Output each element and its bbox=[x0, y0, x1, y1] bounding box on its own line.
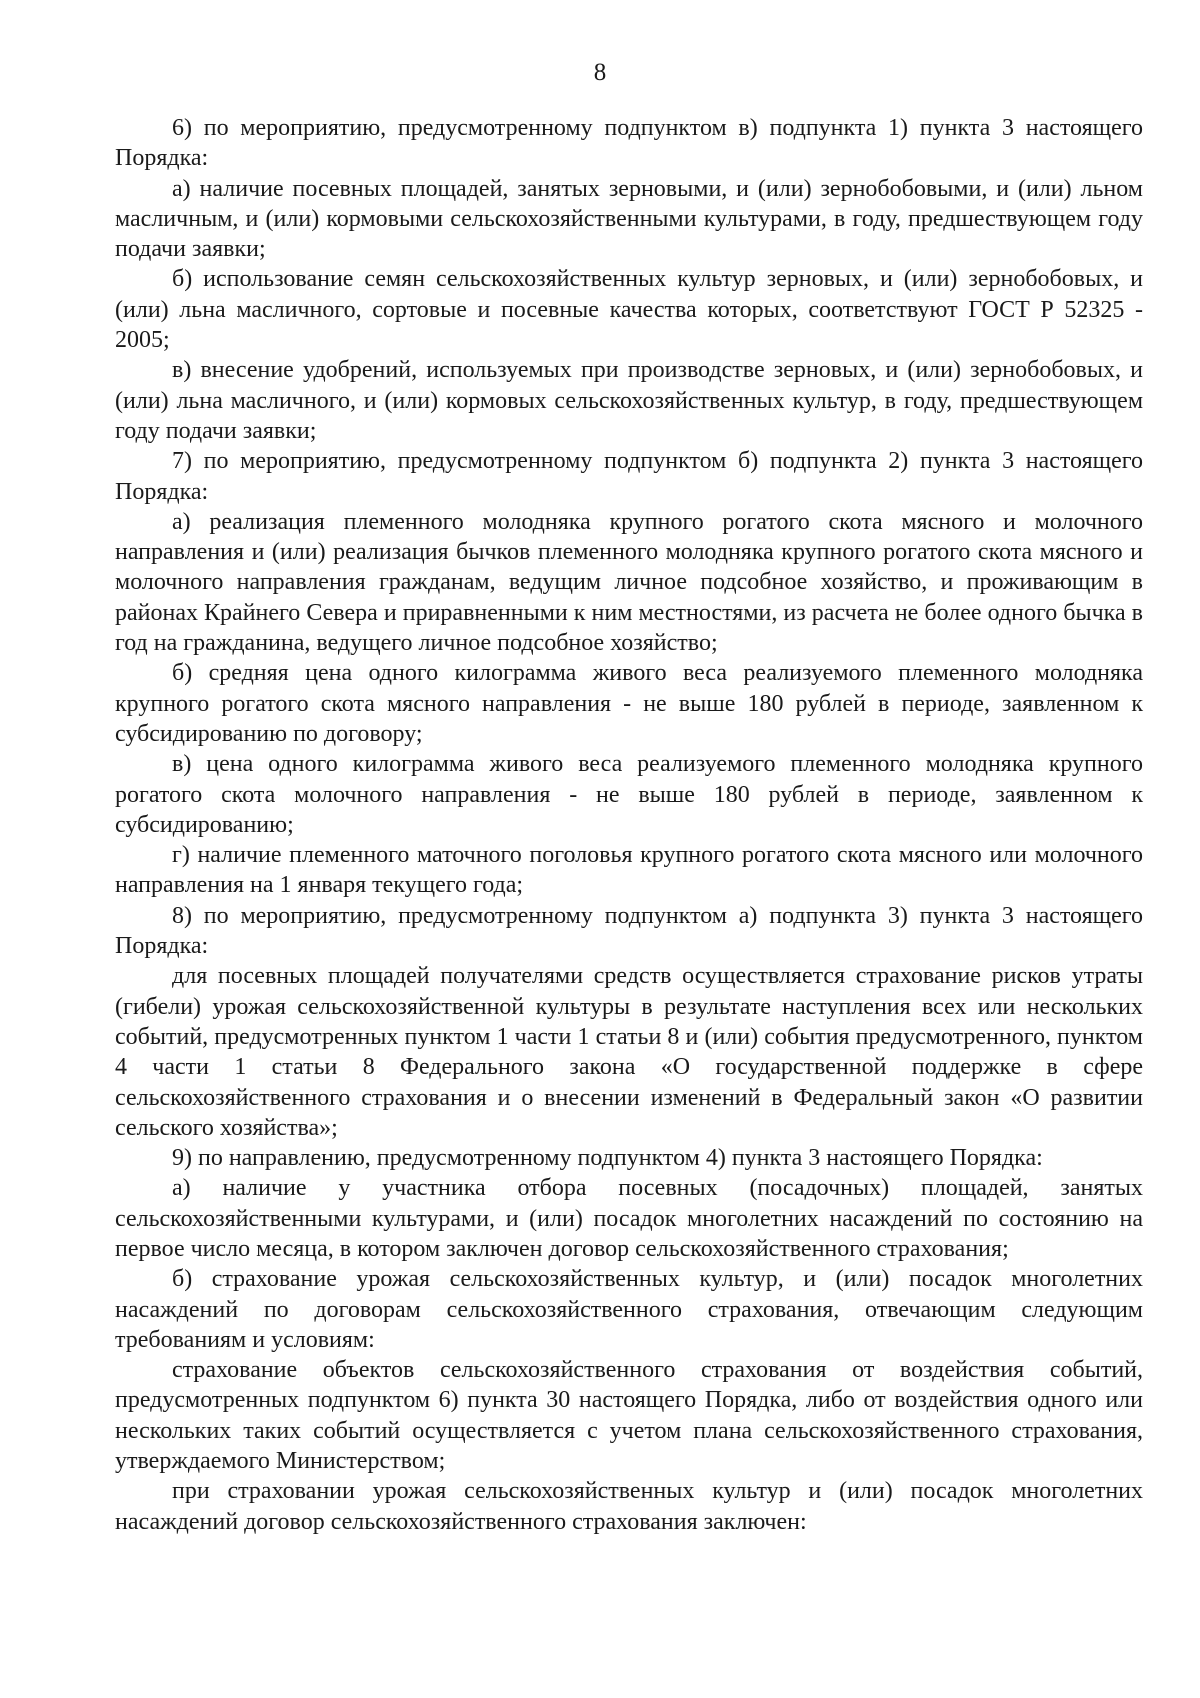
paragraph-9b-insurance-objects: страхование объектов сельскохозяйственного страхования от воздействия событий, предусмотренных подпунктом 6) пункта 30 настоящего Порядка, либо от воздействия одного или нескольких таких событий осуществляется с учетом плана сельскохозяйственного страхования, утверждаемого Министерством; bbox=[115, 1357, 1143, 1475]
paragraph-8-insurance: для посевных площадей получателями средств осуществляется страхование рисков утраты (гибели) урожая сельскохозяйственной культуры в результате наступления всех или нескольких событий, предусмотренных пунктом 1 части 1 статьи 8 и (или) события предусмотренного, пунктом 4 части 1 статьи 8 Федерального закона «О государственной поддержке в сфере сельскохозяйственного страхования и о внесении изменений в Федеральный закон «О развитии сельского хозяйства»; bbox=[115, 963, 1143, 1141]
paragraph-9a: а) наличие у участника отбора посевных (посадочных) площадей, занятых сельскохозяйственными культурами, и (или) посадок многолетних насаждений по состоянию на первое число месяца, в котором заключен договор сельскохозяйственного страхования; bbox=[115, 1175, 1143, 1262]
document-body bbox=[115, 113, 1143, 1537]
paragraph-7b: б) средняя цена одного килограмма живого веса реализуемого племенного молодняка крупного рогатого скота мясного направления - не выше 180 рублей в периоде, заявленном к субсидированию по договору; bbox=[115, 660, 1143, 747]
paragraph-9: 9) по направлению, предусмотренному подпунктом 4) пункта 3 настоящего Порядка: bbox=[172, 1145, 1043, 1172]
paragraph-9b-contract: при страховании урожая сельскохозяйственных культур и (или) посадок многолетних насаждений договор сельскохозяйственного страхования заключен: bbox=[115, 1478, 1143, 1535]
page-number: 8 bbox=[593, 59, 607, 86]
paragraph-6b: б) использование семян сельскохозяйственных культур зерновых, и (или) зернобобовых, и (или) льна масличного, сортовые и посевные качества которых, соответствуют ГОСТ Р 52325 - 2005; bbox=[115, 266, 1143, 354]
paragraph-7a: а) реализация племенного молодняка крупного рогатого скота мясного и молочного направления и (или) реализация бычков племенного молодняка крупного рогатого скота мясного и молочного направления гражданам, ведущим личное подсобное хозяйство, и проживающим в районах Крайнего Севера и приравненными к ним местностями, из расчета не более одного бычка в год на гражданина, ведущего личное подсобное хозяйство; bbox=[115, 508, 1143, 657]
paragraph-6v: в) внесение удобрений, используемых при производстве зерновых, и (или) зернобобовых, и (или) льна масличного, и (или) кормовых сельскохозяйственных культур, в году, предшествующем году подачи заявки; bbox=[115, 357, 1143, 444]
paragraph-6: 6) по мероприятию, предусмотренному подпунктом в) подпункта 1) пункта 3 настоящего Порядка: bbox=[115, 115, 1143, 172]
paragraph-6a: а) наличие посевных площадей, занятых зерновыми, и (или) зернобобовыми, и (или) льном масличным, и (или) кормовыми сельскохозяйственными культурами, в году, предшествующем году подачи заявки; bbox=[115, 175, 1143, 263]
paragraph-8: 8) по мероприятию, предусмотренному подпунктом а) подпункта 3) пункта 3 настоящего Порядка: bbox=[115, 902, 1143, 960]
paragraph-7g: г) наличие племенного маточного поголовья крупного рогатого скота мясного или молочного направления на 1 января текущего года; bbox=[115, 842, 1143, 899]
paragraph-7: 7) по мероприятию, предусмотренному подпунктом б) подпункта 2) пункта 3 настоящего Порядка: bbox=[115, 448, 1143, 505]
paragraph-7v: в) цена одного килограмма живого веса реализуемого племенного молодняка крупного рогатого скота молочного направления - не выше 180 рублей в периоде, заявленном к субсидированию; bbox=[115, 751, 1143, 838]
paragraph-9b: б) страхование урожая сельскохозяйственных культур, и (или) посадок многолетних насаждений по договорам сельскохозяйственного страхования, отвечающим следующим требованиям и условиям: bbox=[115, 1266, 1143, 1353]
